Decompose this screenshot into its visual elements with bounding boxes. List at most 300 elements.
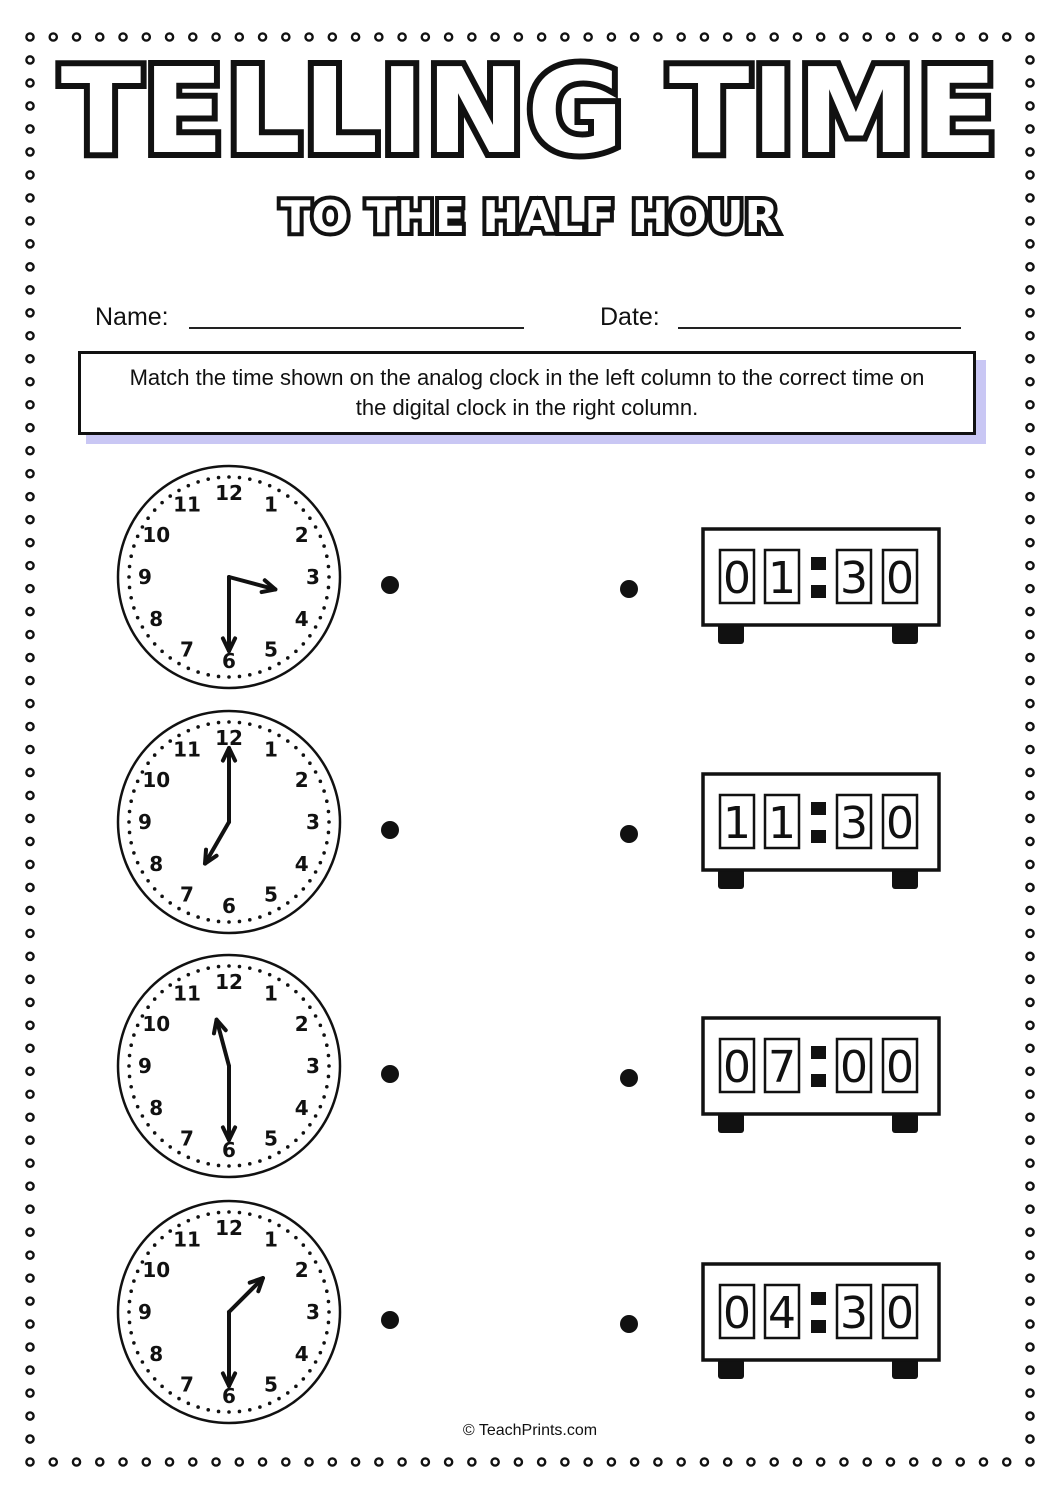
minute-tick [314, 1114, 318, 1118]
minute-tick [217, 675, 221, 679]
minute-tick [319, 861, 323, 865]
digit: 0 [723, 553, 751, 604]
minute-tick [168, 656, 172, 660]
clock-number: 2 [294, 1258, 309, 1282]
minute-tick [248, 966, 252, 970]
footer-credit: © TeachPrints.com [462, 1422, 598, 1439]
minute-tick [325, 554, 329, 558]
minute-tick [136, 1105, 140, 1109]
minute-tick [238, 965, 242, 969]
minute-tick [153, 887, 157, 891]
minute-tick [314, 1360, 318, 1364]
minute-tick [319, 1024, 323, 1028]
instructions-text: Match the time shown on the analog clock in the left column to the correct time on the digital clock in the right column. [129, 365, 925, 420]
left-match-dot[interactable] [381, 1311, 399, 1329]
clock-foot [718, 869, 744, 889]
minute-tick [136, 535, 140, 539]
minute-tick [294, 1385, 298, 1389]
minute-tick [258, 670, 262, 674]
minute-tick [129, 1043, 133, 1047]
minute-tick [160, 501, 164, 505]
minute-tick [127, 575, 131, 579]
minute-tick [227, 1410, 231, 1414]
minute-tick [160, 1385, 164, 1389]
minute-tick [286, 1229, 290, 1233]
minute-tick [248, 1408, 252, 1412]
minute-tick [327, 586, 331, 590]
minute-tick [141, 625, 145, 629]
minute-tick [327, 1075, 331, 1079]
minute-tick [327, 1321, 331, 1325]
minute-tick [294, 746, 298, 750]
clock-foot [718, 1359, 744, 1379]
minute-tick [196, 1215, 200, 1219]
minute-tick [268, 1156, 272, 1160]
name-label: Name: [95, 303, 169, 331]
colon-dot [811, 1046, 826, 1059]
digit: 0 [886, 1042, 914, 1093]
analog-clock [118, 955, 340, 1177]
digit: 1 [768, 798, 796, 849]
digital-clock [703, 1264, 939, 1379]
clock-number: 2 [294, 1012, 309, 1036]
clock-number: 12 [215, 1216, 243, 1240]
minute-tick [302, 1243, 306, 1247]
minute-tick [314, 625, 318, 629]
minute-tick [146, 879, 150, 883]
minute-tick [322, 851, 326, 855]
minute-tick [322, 1033, 326, 1037]
minute-tick [187, 1219, 191, 1223]
clock-number: 7 [180, 882, 194, 907]
minute-tick [146, 1005, 150, 1009]
minute-tick [160, 1139, 164, 1143]
minute-tick [277, 662, 281, 666]
clock-number: 2 [294, 768, 309, 792]
minute-tick [146, 516, 150, 520]
clock-number: 4 [294, 607, 309, 631]
digit: 3 [840, 798, 868, 849]
digital-clock [703, 529, 939, 644]
clock-number: 12 [215, 970, 243, 994]
minute-tick [238, 721, 242, 725]
minute-tick [168, 901, 172, 905]
minute-tick [314, 870, 318, 874]
clock-number: 10 [142, 1258, 171, 1282]
minute-tick [322, 606, 326, 610]
minute-tick [258, 969, 262, 973]
clock-number: 1 [264, 737, 278, 762]
minute-tick [187, 1156, 191, 1160]
minute-tick [217, 965, 221, 969]
minute-tick [206, 966, 210, 970]
minute-tick [187, 667, 191, 671]
clock-number: 12 [215, 481, 243, 505]
minute-tick [129, 1289, 133, 1293]
colon-dot [811, 1320, 826, 1333]
clock-number: 11 [173, 1227, 201, 1252]
minute-tick [286, 983, 290, 987]
minute-tick [258, 1215, 262, 1219]
minute-tick [238, 1410, 242, 1414]
minute-tick [177, 1151, 181, 1155]
minute-tick [160, 1236, 164, 1240]
minute-tick [322, 544, 326, 548]
minute-tick [286, 901, 290, 905]
minute-tick [238, 1211, 242, 1215]
minute-tick [206, 477, 210, 481]
clock-number: 12 [215, 726, 243, 750]
minute-tick [127, 1310, 131, 1314]
right-match-dot[interactable] [620, 825, 638, 843]
colon-dot [811, 1292, 826, 1305]
minute-tick [206, 1408, 210, 1412]
minute-tick [302, 887, 306, 891]
minute-tick [136, 861, 140, 865]
minute-tick [314, 770, 318, 774]
minute-tick [217, 1211, 221, 1215]
minute-tick [146, 634, 150, 638]
minute-tick [314, 525, 318, 529]
minute-tick [217, 920, 221, 924]
minute-tick [327, 820, 331, 824]
minute-tick [132, 789, 136, 793]
minute-tick [294, 1139, 298, 1143]
colon-dot [811, 830, 826, 843]
clock-number: 6 [222, 649, 236, 673]
minute-tick [196, 725, 200, 729]
minute-tick [258, 915, 262, 919]
minute-tick [153, 1131, 157, 1135]
digit: 7 [768, 1042, 796, 1093]
minute-tick [168, 1145, 172, 1149]
minute-tick [268, 1402, 272, 1406]
minute-tick [187, 912, 191, 916]
clock-foot [892, 624, 918, 644]
minute-tick [146, 1123, 150, 1127]
minute-tick [327, 831, 331, 835]
digital-clock [703, 1018, 939, 1133]
minute-tick [128, 831, 132, 835]
minute-tick [132, 544, 136, 548]
minute-tick [248, 1212, 252, 1216]
right-match-dot[interactable] [620, 580, 638, 598]
minute-tick [322, 789, 326, 793]
minute-tick [141, 1360, 145, 1364]
minute-tick [168, 1391, 172, 1395]
minute-tick [177, 907, 181, 911]
minute-tick [227, 920, 231, 924]
minute-tick [127, 820, 131, 824]
minute-tick [325, 1085, 329, 1089]
minute-tick [268, 484, 272, 488]
minute-tick [153, 508, 157, 512]
right-match-dot[interactable] [620, 1069, 638, 1087]
minute-tick [325, 1043, 329, 1047]
left-match-dot[interactable] [381, 1065, 399, 1083]
minute-tick [227, 1164, 231, 1168]
minute-tick [325, 841, 329, 845]
minute-tick [238, 675, 242, 679]
clock-number: 8 [149, 1342, 164, 1366]
left-match-dot[interactable] [381, 576, 399, 594]
minute-tick [177, 1397, 181, 1401]
clock-number: 9 [138, 810, 152, 834]
minute-tick [206, 673, 210, 677]
minute-tick [160, 990, 164, 994]
minute-tick [217, 476, 221, 480]
minute-tick [286, 1145, 290, 1149]
clock-foot [892, 1113, 918, 1133]
clock-foot [718, 624, 744, 644]
minute-tick [308, 516, 312, 520]
analog-clock [118, 466, 340, 688]
minute-tick [277, 907, 281, 911]
minute-tick [153, 1377, 157, 1381]
minute-tick [258, 1405, 262, 1409]
minute-tick [286, 739, 290, 743]
clock-number: 3 [306, 1054, 320, 1078]
minute-tick [128, 1054, 132, 1058]
minute-tick [268, 729, 272, 733]
minute-tick [196, 969, 200, 973]
minute-tick [302, 1377, 306, 1381]
clock-number: 7 [180, 1372, 194, 1397]
minute-tick [128, 1300, 132, 1304]
clock-number: 7 [180, 1126, 194, 1151]
minute-tick [302, 1131, 306, 1135]
minute-tick [325, 596, 329, 600]
digit: 0 [886, 798, 914, 849]
minute-tick [302, 753, 306, 757]
minute-tick [258, 725, 262, 729]
minute-tick [308, 1123, 312, 1127]
minute-tick [248, 1162, 252, 1166]
clock-foot [718, 1113, 744, 1133]
analog-clock [118, 711, 340, 933]
minute-tick [294, 501, 298, 505]
minute-tick [268, 973, 272, 977]
minute-tick [294, 990, 298, 994]
minute-tick [129, 841, 133, 845]
minute-tick [227, 475, 231, 479]
digital-clock [703, 774, 939, 889]
clock-number: 1 [264, 1227, 278, 1252]
clock-number: 3 [306, 565, 320, 589]
clock-number: 9 [138, 1054, 152, 1078]
minute-tick [286, 1391, 290, 1395]
minute-tick [327, 1064, 331, 1068]
digit: 0 [840, 1042, 868, 1093]
minute-tick [168, 1229, 172, 1233]
minute-tick [327, 1300, 331, 1304]
minute-tick [319, 616, 323, 620]
minute-tick [227, 720, 231, 724]
clock-number: 6 [222, 894, 236, 918]
minute-tick [160, 895, 164, 899]
minute-tick [319, 780, 323, 784]
minute-tick [308, 879, 312, 883]
minute-tick [322, 1279, 326, 1283]
minute-tick [128, 565, 132, 569]
minute-tick [217, 721, 221, 725]
minute-tick [308, 1005, 312, 1009]
colon-dot [811, 557, 826, 570]
minute-tick [153, 753, 157, 757]
minute-tick [153, 997, 157, 1001]
minute-tick [128, 586, 132, 590]
digit: 0 [886, 1288, 914, 1339]
digit: 3 [840, 1288, 868, 1339]
minute-tick [286, 494, 290, 498]
minute-tick [168, 739, 172, 743]
minute-tick [160, 746, 164, 750]
clock-number: 9 [138, 1300, 152, 1324]
clock-number: 5 [264, 1372, 278, 1397]
minute-tick [302, 508, 306, 512]
minute-tick [248, 673, 252, 677]
minute-tick [187, 973, 191, 977]
minute-tick [129, 596, 133, 600]
clock-number: 4 [294, 1096, 309, 1120]
clock-number: 10 [142, 768, 171, 792]
clock-number: 2 [294, 523, 309, 547]
minute-tick [129, 799, 133, 803]
minute-tick [160, 650, 164, 654]
clock-number: 1 [264, 981, 278, 1006]
minute-tick [141, 1114, 145, 1118]
digit: 4 [768, 1288, 796, 1339]
minute-tick [227, 964, 231, 968]
digit: 0 [723, 1288, 751, 1339]
minute-tick [196, 480, 200, 484]
minute-tick [128, 1075, 132, 1079]
minute-tick [136, 1024, 140, 1028]
clock-number: 11 [173, 492, 201, 517]
minute-tick [132, 851, 136, 855]
digit: 0 [723, 1042, 751, 1093]
minute-tick [238, 476, 242, 480]
clock-number: 8 [149, 852, 164, 876]
minute-tick [302, 997, 306, 1001]
minute-tick [319, 1270, 323, 1274]
digit: 1 [768, 553, 796, 604]
minute-tick [136, 1351, 140, 1355]
minute-tick [168, 494, 172, 498]
clock-number: 4 [294, 852, 309, 876]
minute-tick [132, 1279, 136, 1283]
minute-tick [308, 761, 312, 765]
minute-tick [319, 1351, 323, 1355]
clock-foot [892, 869, 918, 889]
colon-dot [811, 802, 826, 815]
minute-tick [314, 1014, 318, 1018]
colon-dot [811, 1074, 826, 1087]
minute-tick [268, 667, 272, 671]
minute-tick [132, 606, 136, 610]
minute-tick [136, 1270, 140, 1274]
clock-number: 11 [173, 981, 201, 1006]
minute-tick [187, 729, 191, 733]
clock-number: 8 [149, 1096, 164, 1120]
clock-number: 5 [264, 637, 278, 662]
minute-tick [196, 1159, 200, 1163]
minute-tick [322, 1341, 326, 1345]
date-label: Date: [600, 303, 660, 331]
clock-number: 6 [222, 1138, 236, 1162]
minute-tick [168, 983, 172, 987]
minute-tick [258, 480, 262, 484]
clock-number: 3 [306, 810, 320, 834]
minute-tick [277, 1397, 281, 1401]
minute-tick [322, 1095, 326, 1099]
clock-number: 10 [142, 523, 171, 547]
minute-tick [314, 1260, 318, 1264]
right-match-dot[interactable] [620, 1315, 638, 1333]
clock-number: 10 [142, 1012, 171, 1036]
clock-number: 5 [264, 882, 278, 907]
minute-tick [327, 1054, 331, 1058]
minute-tick [327, 565, 331, 569]
digit: 1 [723, 798, 751, 849]
digit: 3 [840, 553, 868, 604]
left-match-dot[interactable] [381, 821, 399, 839]
minute-tick [308, 1369, 312, 1373]
minute-tick [325, 799, 329, 803]
minute-tick [127, 1064, 131, 1068]
minute-tick [128, 1321, 132, 1325]
digit: 0 [886, 553, 914, 604]
clock-number: 7 [180, 637, 194, 662]
minute-tick [286, 656, 290, 660]
minute-tick [196, 1405, 200, 1409]
minute-tick [206, 918, 210, 922]
minute-tick [308, 1251, 312, 1255]
worksheet-title: TELLING TIME [60, 42, 1000, 180]
minute-tick [206, 1162, 210, 1166]
clock-foot [892, 1359, 918, 1379]
minute-tick [217, 1164, 221, 1168]
minute-tick [277, 1151, 281, 1155]
minute-tick [294, 650, 298, 654]
minute-tick [136, 780, 140, 784]
minute-tick [128, 810, 132, 814]
analog-clock [118, 1201, 340, 1423]
minute-tick [206, 722, 210, 726]
minute-tick [206, 1212, 210, 1216]
minute-tick [302, 642, 306, 646]
minute-tick [153, 642, 157, 646]
minute-tick [227, 675, 231, 679]
worksheet-subtitle: TO THE HALF HOUR [280, 192, 780, 243]
clock-number: 5 [264, 1126, 278, 1151]
clock-number: 3 [306, 1300, 320, 1324]
minute-tick [319, 1105, 323, 1109]
minute-tick [132, 1341, 136, 1345]
clock-number: 6 [222, 1384, 236, 1408]
minute-tick [248, 918, 252, 922]
minute-tick [325, 1289, 329, 1293]
minute-tick [308, 634, 312, 638]
minute-tick [325, 1331, 329, 1335]
minute-tick [327, 810, 331, 814]
minute-tick [129, 1331, 133, 1335]
minute-tick [327, 575, 331, 579]
minute-tick [217, 1410, 221, 1414]
minute-tick [196, 670, 200, 674]
minute-tick [136, 616, 140, 620]
minute-tick [248, 477, 252, 481]
